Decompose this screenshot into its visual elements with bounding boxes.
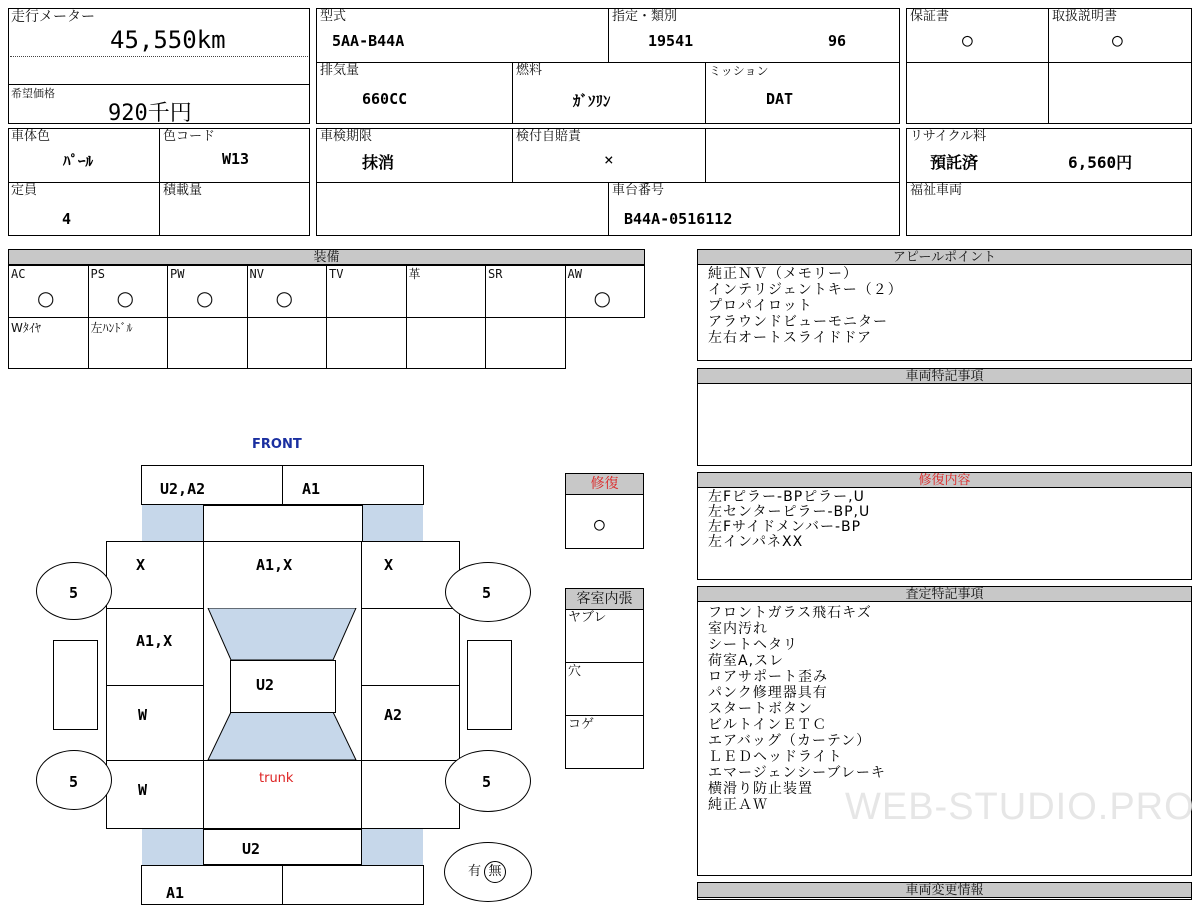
insp-vline-3: [608, 182, 609, 236]
interior-divider-1: [565, 662, 644, 663]
designation-value: 19541: [648, 32, 694, 50]
appraisal-line: フロントガラス飛石キズ: [708, 605, 872, 621]
diagram-front-left-corner: [142, 505, 203, 541]
price-label: 希望価格: [11, 87, 55, 100]
appeal-line: 純正ＮＶ（メモリー）: [708, 266, 858, 282]
bumper-split: [282, 465, 283, 505]
equipment-label: 革: [408, 267, 421, 281]
change-info-header: 車両変更情報: [697, 882, 1192, 898]
displacement-value: 660CC: [362, 90, 408, 108]
diagram-cell-row1-left: X: [136, 556, 146, 574]
equipment-cell-row2: [326, 317, 407, 369]
interior-divider-2: [565, 715, 644, 716]
equipment-mark: ○: [37, 286, 55, 310]
transmission-label: ミッション: [709, 64, 769, 78]
color-code-value: W13: [222, 150, 250, 168]
model-label: 型式: [320, 9, 347, 24]
mirror-right: [467, 640, 512, 730]
mileage-value: 45,550km: [110, 26, 226, 54]
equipment-cell-row2: [485, 317, 566, 369]
equipment-label: PS: [90, 267, 105, 281]
equipment-label: SR: [488, 267, 503, 281]
manual-label: 取扱説明書: [1052, 9, 1118, 24]
repair-box-mark: ○: [594, 514, 605, 535]
diagram-front-right-corner: [362, 505, 423, 541]
manual-value: ○: [1112, 30, 1123, 51]
expiry-label: 車検期限: [320, 129, 373, 144]
color-divider: [8, 182, 310, 183]
warranty-value: ○: [962, 30, 973, 51]
appeal-line: インテリジェントキー（２）: [708, 282, 903, 298]
insp-vline-2: [705, 128, 706, 182]
repair-line: 左インパネXX: [708, 534, 804, 550]
spare-no-label: 無: [488, 864, 502, 879]
diagram-cell-row3-left: W: [138, 706, 148, 724]
trunk-label: trunk: [259, 771, 294, 786]
appraisal-line: パンク修理器具有: [708, 685, 828, 701]
diagram-roof: [230, 660, 336, 713]
watermark: WEB-STUDIO.PRO: [845, 786, 1195, 828]
equipment-mark: ○: [275, 286, 293, 310]
spare-no: [484, 861, 506, 883]
expiry-value: 抹消: [362, 153, 395, 172]
body-hline-2r: [361, 685, 460, 686]
mileage-divider-2: [8, 84, 310, 85]
color-code-label: 色コード: [163, 129, 216, 144]
load-label: 積載量: [163, 183, 203, 198]
appraisal-line: 室内汚れ: [708, 621, 768, 637]
insp-divider: [316, 182, 900, 183]
body-hline-1: [106, 608, 203, 609]
repair-detail-header: 修復内容: [697, 472, 1192, 488]
equipment-label: AC: [11, 267, 26, 281]
interior-header: 客室内張: [565, 588, 644, 610]
mirror-left: [53, 640, 98, 730]
designation-label: 指定・類別: [612, 9, 678, 24]
body-color-value: ﾊﾟｰﾙ: [63, 152, 94, 170]
appraisal-line: シートヘタリ: [708, 637, 798, 653]
tire-rear-left-value: 5: [69, 773, 79, 791]
diagram-rear-right-corner: [362, 829, 423, 865]
appraisal-header: 査定特記事項: [697, 586, 1192, 602]
model-vline-1: [608, 8, 609, 62]
diagram-front-right-edge: [362, 505, 363, 541]
mileage-label: 走行メーター: [11, 9, 95, 25]
equipment-cell-row2: [167, 317, 248, 369]
equipment-mark: ○: [593, 286, 611, 310]
diagram-cell-row3-right: A2: [384, 706, 403, 724]
docs-vline: [1048, 8, 1049, 124]
diagram-cell-top-right: A1: [302, 480, 321, 498]
diagram-cell-row2-left: A1,X: [136, 632, 173, 650]
appraisal-line: 横滑り防止装置: [708, 781, 813, 797]
body-hline-3: [106, 760, 460, 761]
tire-rear-right-value: 5: [482, 773, 492, 791]
appraisal-line: ロアサポート歪み: [708, 669, 828, 685]
spare-yes: 有: [468, 864, 482, 879]
equipment-row2-label: Wﾀｲﾔ: [11, 321, 41, 335]
warranty-label: 保証書: [910, 9, 950, 24]
diagram-front-edge: [203, 505, 362, 506]
diagram-cell-center: U2: [256, 676, 275, 694]
appeal-line: アラウンドビューモニター: [708, 314, 888, 330]
model-vline-3: [705, 62, 706, 124]
welfare-label: 福祉車両: [910, 183, 963, 198]
docs-divider: [906, 62, 1192, 63]
front-label: FRONT: [252, 437, 302, 452]
diagram-cell-top-left: U2,A2: [160, 480, 206, 498]
docs-box: [906, 8, 1192, 124]
tire-front-right-value: 5: [482, 584, 492, 602]
body-color-label: 車体色: [11, 129, 51, 144]
appraisal-line: 純正ＡＷ: [708, 797, 768, 813]
body-hline-1r: [361, 608, 460, 609]
equipment-label: AW: [567, 267, 582, 281]
model-vline-2: [512, 62, 513, 124]
body-hline-2: [106, 685, 203, 686]
insurance-value: ×: [604, 150, 614, 169]
repair-box-header: 修復: [565, 473, 644, 495]
diagram-cell-rear-mid: U2: [242, 840, 261, 858]
chassis-value: B44A-0516112: [624, 210, 733, 228]
insurance-label: 検付自賠責: [516, 129, 582, 144]
model-divider: [316, 62, 900, 63]
interior-item-hole: 穴: [568, 664, 582, 679]
diagram-rear-bumper: [203, 829, 362, 865]
capacity-value: 4: [62, 210, 72, 228]
capacity-label: 定員: [11, 183, 38, 198]
diagram-rear-left-corner: [142, 829, 203, 865]
appraisal-line: ＬＥＤヘッドライト: [708, 749, 843, 765]
tire-front-left-value: 5: [69, 584, 79, 602]
appraisal-line: エアバッグ（カーテン）: [708, 733, 872, 749]
recycle-label: リサイクル料: [910, 129, 987, 144]
equipment-label: NV: [249, 267, 264, 281]
repair-line: 左Fサイドメンバー-BP: [708, 519, 862, 535]
bottom-bumper-split: [282, 865, 283, 905]
appeal-line: プロパイロット: [708, 298, 813, 314]
equipment-cell-row2: [406, 317, 487, 369]
displacement-label: 排気量: [320, 63, 360, 78]
appeal-header: アピールポイント: [697, 249, 1192, 265]
special-notes-header: 車両特記事項: [697, 368, 1192, 384]
recycle-amount: 6,560円: [1068, 153, 1133, 172]
interior-item-burn: コゲ: [568, 717, 595, 732]
recycle-status: 預託済: [930, 153, 979, 172]
interior-item-tear: ヤブレ: [568, 610, 607, 625]
equipment-header: 装備: [8, 249, 645, 265]
diagram-cell-row4-left: W: [138, 781, 148, 799]
diagram-cell-row1-right: X: [384, 556, 394, 574]
model-value: 5AA-B44A: [332, 32, 405, 50]
equipment-row2-label: 左ﾊﾝﾄﾞﾙ: [90, 321, 133, 335]
appraisal-line: スタートボタン: [708, 701, 813, 717]
equipment-mark: ○: [116, 286, 134, 310]
appraisal-line: エマージェンシーブレーキ: [708, 765, 886, 781]
appraisal-line: 荷室A,スレ: [708, 653, 785, 669]
transmission-value: DAT: [766, 90, 794, 108]
price-value: 920千円: [108, 101, 192, 126]
equipment-cell-row2: [247, 317, 328, 369]
appeal-line: 左右オートスライドドア: [708, 330, 873, 346]
equipment-label: PW: [170, 267, 185, 281]
diagram-cell-bottom-left: A1: [166, 884, 185, 902]
diagram-front-left-edge: [203, 505, 204, 541]
equipment-label: TV: [329, 267, 344, 281]
fuel-label: 燃料: [516, 63, 543, 78]
repair-line: 左Fピラー-BPピラー,U: [708, 489, 865, 505]
diagram-cell-row1-mid: A1,X: [256, 556, 293, 574]
fuel-value: ｶﾞｿﾘﾝ: [573, 92, 611, 110]
equipment-mark: ○: [196, 286, 214, 310]
mileage-divider: [10, 56, 308, 57]
appraisal-line: ビルトインＥＴＣ: [708, 717, 828, 733]
category-value: 96: [828, 32, 847, 50]
insp-vline-1: [512, 128, 513, 182]
chassis-label: 車台番号: [612, 183, 665, 198]
repair-line: 左センターピラー-BP,U: [708, 504, 871, 520]
